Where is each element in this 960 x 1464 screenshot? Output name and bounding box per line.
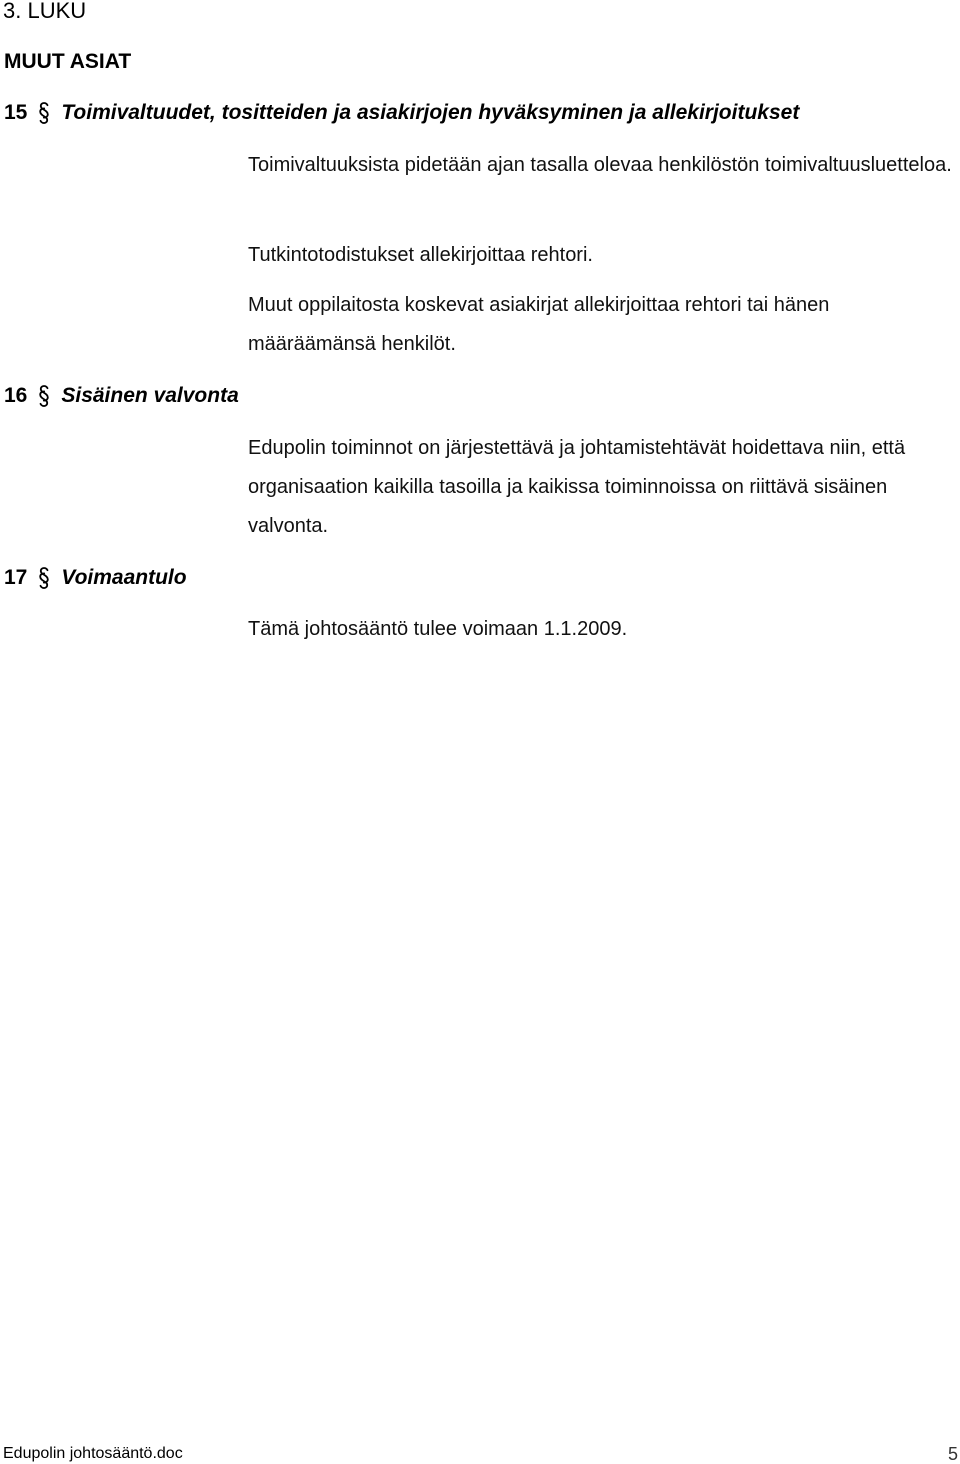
section-sign-icon [35,566,53,590]
footer-filename: Edupolin johtosääntö.doc [3,1445,183,1462]
section-heading-15 [4,100,799,126]
section-group-heading: MUUT ASIAT [4,50,132,73]
section-number: 17 [4,566,28,589]
section-heading-17 [4,565,187,591]
paragraph-sisainen-valvonta: Edupolin toiminnot on järjestettävä ja johtamistehtävät hoidettava niin, että organisaation kaikilla tasoilla ja kaikissa toiminnoissa on riittävä sisäinen valvonta. [248,437,906,537]
section-sign-icon [35,384,53,408]
paragraph-muut-asiakirjat: Muut oppilaitosta koskevat asiakirjat allekirjoittaa rehtori tai hänen määräämänsä henkilöt. [248,294,830,355]
footer-page-number: 5 [947,1444,958,1464]
section-heading-16 [4,383,239,409]
section-number: 16 [4,384,28,407]
section-title: Sisäinen valvonta [61,384,239,407]
chapter-heading: 3. LUKU [3,0,87,23]
paragraph-tutkintotodistukset: Tutkintotodistukset allekirjoittaa rehtori. [248,244,593,266]
paragraph-toimivaltuudet: Toimivaltuuksista pidetään ajan tasalla olevaa henkilöstön toimivaltuusluetteloa. [248,154,952,176]
section-number: 15 [4,101,28,124]
section-title: Voimaantulo [61,566,187,589]
paragraph-voimaantulo: Tämä johtosääntö tulee voimaan 1.1.2009. [248,618,628,640]
section-title: Toimivaltuudet, tositteiden ja asiakirjojen hyväksyminen ja allekirjoitukset [61,101,800,124]
section-sign-icon [35,101,53,125]
